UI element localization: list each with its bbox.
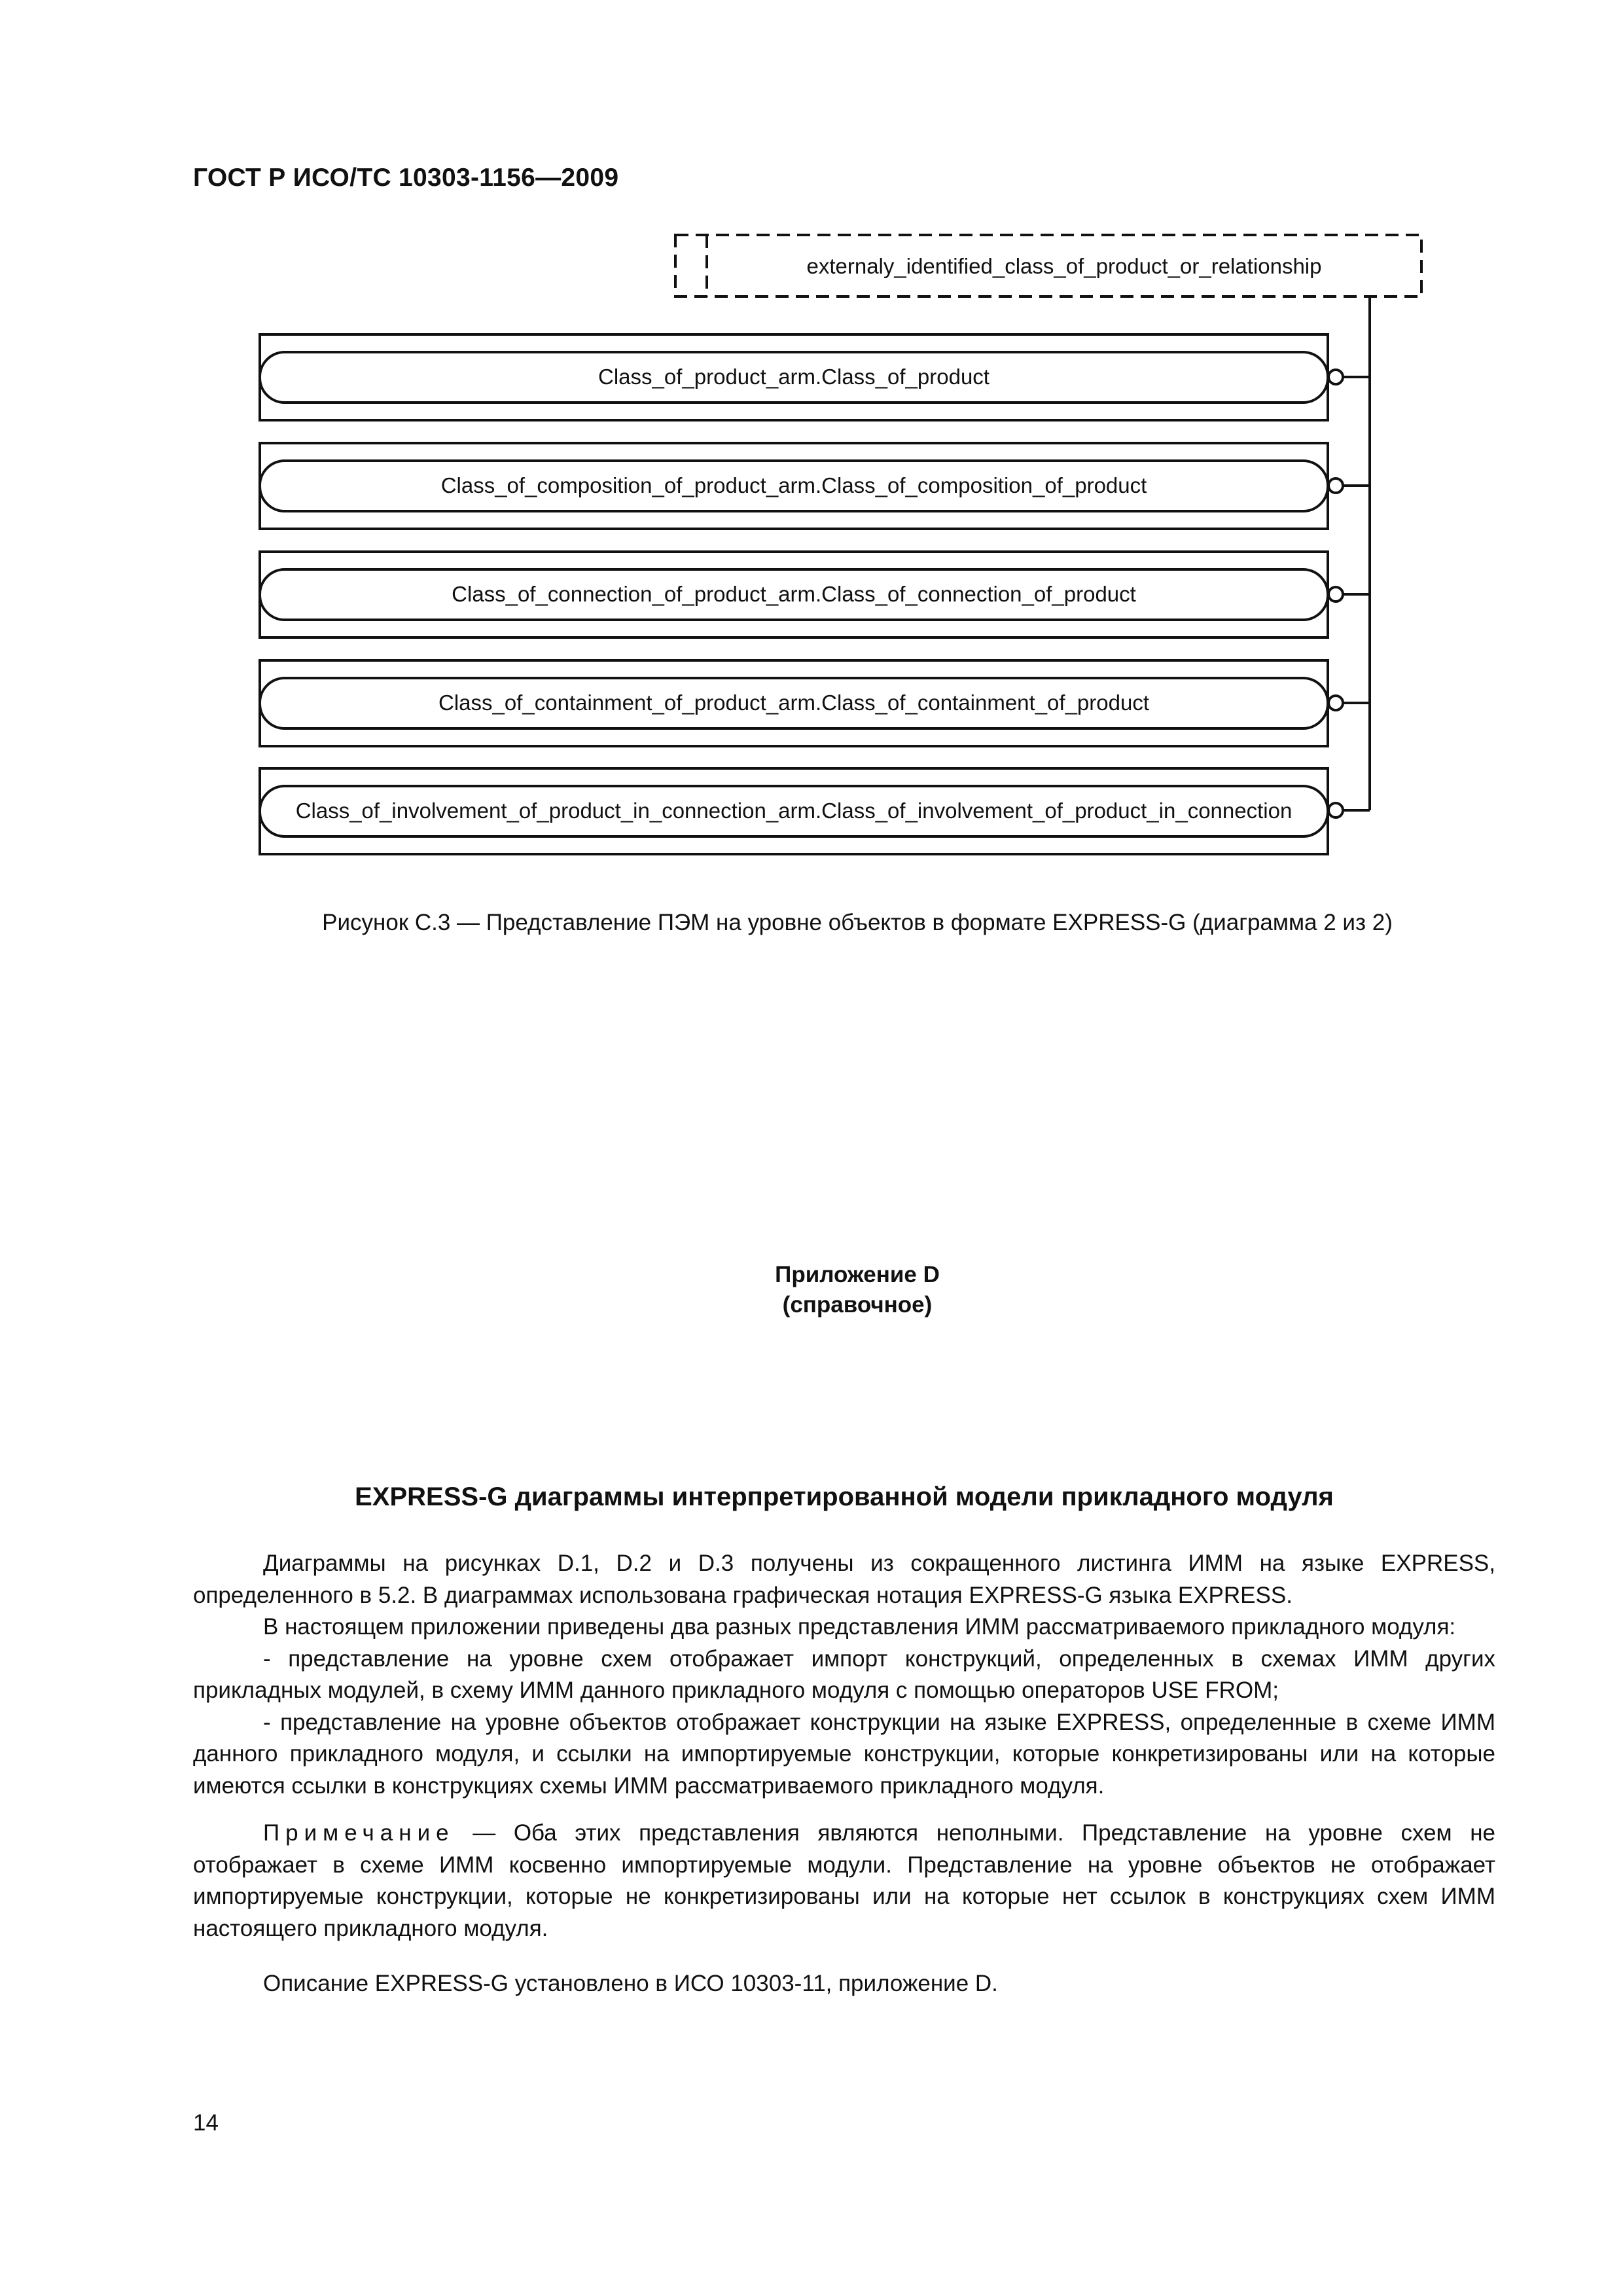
entity-label: Class_of_product_arm.Class_of_product: [598, 365, 990, 389]
figure-caption: Рисунок С.3 — Представление ПЭМ на уровне объектов в формате EXPRESS-G (диаграмма 2 из 2): [322, 910, 1393, 935]
entity-box-3: [260, 552, 1328, 637]
paragraph: В настоящем приложении приведены два разных представления ИММ рассматриваемого прикладного модуля:: [263, 1614, 1456, 1640]
connector-circle: [1329, 478, 1343, 493]
entity-label: Class_of_involvement_of_product_in_connection_arm.Class_of_involvement_of_product_in_connection: [295, 798, 1293, 823]
entity-label: Class_of_connection_of_product_arm.Class_of_connection_of_product: [452, 582, 1136, 606]
note-text: — Оба этих представления являются неполными. Представление на уровне схем не отображает в схеме ИММ косвенно импортируемые модули. Представление на уровне объектов не отображает импортируемые конструкции, которые не конкретизированы или на которые нет ссылок в конструкциях схем ИММ настоящего прикладного модуля.: [193, 1820, 1495, 1941]
entity-box-2: [260, 443, 1328, 529]
appendix-subtitle: (справочное): [782, 1292, 933, 1318]
section-title: EXPRESS-G диаграммы интерпретированной модели прикладного модуля: [355, 1482, 1334, 1511]
entity-label: Class_of_containment_of_product_arm.Class_of_containment_of_product: [438, 691, 1149, 715]
appendix-heading: [0, 1260, 1623, 1320]
express-g-diagram: [0, 0, 1623, 916]
select-type-box: [675, 235, 1421, 296]
standard-header: ГОСТ Р ИСО/ТС 10303-1156—2009: [193, 164, 619, 192]
connector-circle: [1329, 696, 1343, 710]
entity-label: Class_of_composition_of_product_arm.Class_of_composition_of_product: [440, 473, 1147, 497]
appendix-title: Приложение D: [775, 1262, 940, 1287]
list-item: - представление на уровне схем отображает импорт конструкций, определенных в схемах ИММ других прикладных модулей, в схему ИММ данного прикладного модуля с помощью операторов USE FROM;: [193, 1645, 1495, 1703]
body-text: [193, 1548, 1495, 2000]
note-label: Примечание: [263, 1820, 455, 1846]
connector-circle: [1329, 587, 1343, 601]
connector-circle: [1329, 803, 1343, 817]
entity-box-5: [260, 768, 1328, 854]
note: [193, 1818, 1495, 1945]
paragraph: Описание EXPRESS-G установлено в ИСО 10303-11, приложение D.: [263, 1971, 998, 1996]
entity-box-1: [260, 334, 1328, 420]
list-item: - представление на уровне объектов отображает конструкции на языке EXPRESS, определенные в схеме ИММ данного прикладного модуля, и ссылки на импортируемые конструкции, которые конкретизированы или на которые имеются ссылки в конструкциях схемы ИММ рассматриваемого прикладного модуля.: [193, 1709, 1495, 1799]
page-number: 14: [193, 2110, 219, 2136]
entity-box-4: [260, 660, 1328, 746]
select-type-label: externaly_identified_class_of_product_or_relationship: [806, 254, 1322, 278]
connector-circle: [1329, 370, 1343, 384]
paragraph: Диаграммы на рисунках D.1, D.2 и D.3 получены из сокращенного листинга ИММ на языке EXPRESS, определенного в 5.2. В диаграммах использована графическая нотация EXPRESS-G языка EXPRESS.: [193, 1551, 1495, 1608]
